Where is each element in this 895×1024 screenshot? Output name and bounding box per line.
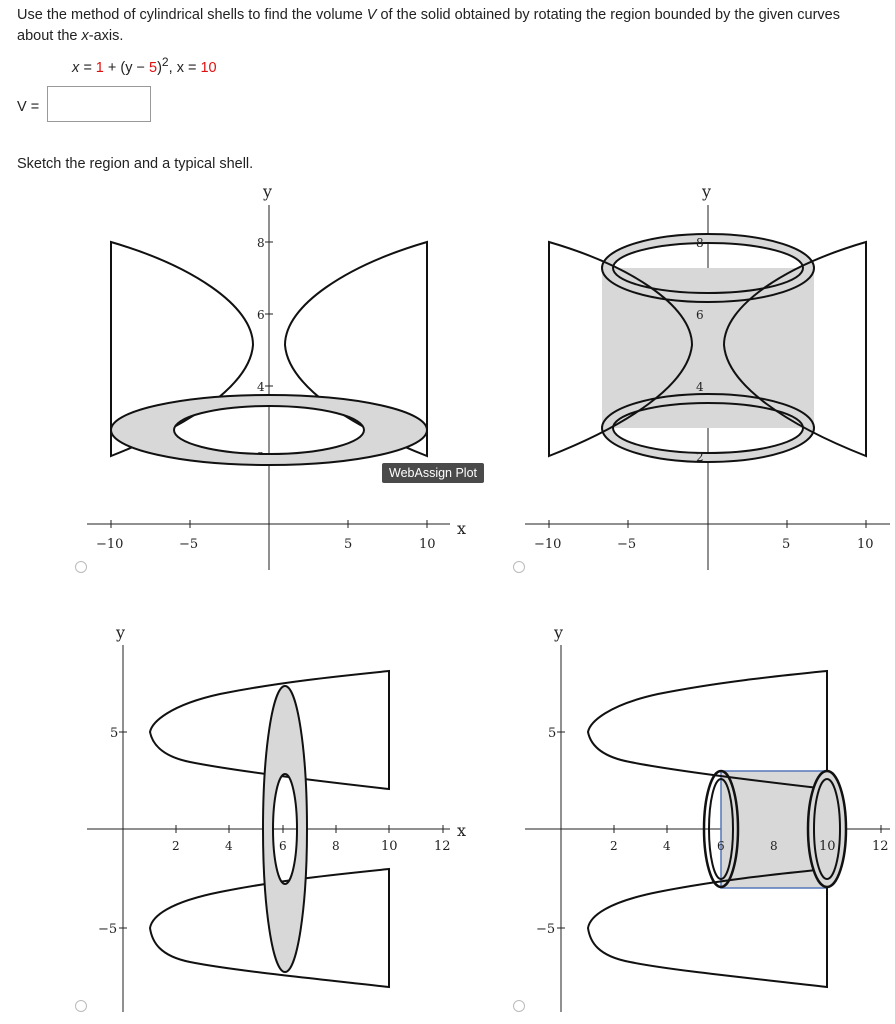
- plot-1: [87, 182, 466, 570]
- eq-exponent: 2: [161, 55, 169, 69]
- webassign-plot-badge[interactable]: WebAssign Plot: [382, 463, 484, 483]
- plot-4-xtick-5: 10: [819, 839, 836, 854]
- eq-red-1: 1: [95, 59, 104, 76]
- plot-4-xtick-4: 8: [770, 839, 778, 853]
- plot-2-ylabel: y: [702, 182, 712, 201]
- plot-2-xtick-3: 5: [782, 537, 791, 552]
- plot-2: [525, 182, 890, 570]
- eq-part-2: + (y −: [103, 59, 149, 76]
- plot-3-xtick-4: 8: [332, 839, 340, 853]
- plot-1-ytick-1: 8: [257, 236, 265, 250]
- plot-4-xtick-2: 4: [663, 839, 671, 853]
- plot-3-xtick-2: 4: [225, 839, 233, 853]
- plot-3-ytick-1: 5: [110, 726, 119, 741]
- plot-1-ytick-2: 6: [257, 308, 265, 322]
- plot-2-xtick-2: −5: [617, 537, 637, 552]
- answer-label: V =: [17, 99, 40, 115]
- plot-3-xlabel: x: [457, 821, 467, 840]
- eq-red-2: 5: [149, 59, 158, 76]
- plot-3-xtick-6: 12: [434, 839, 451, 854]
- plot-2-xtick-4: 10: [857, 537, 874, 552]
- question-prefix: Use the method of cylindrical shells to find the volume: [17, 7, 367, 23]
- plot-3-ytick-2: −5: [98, 922, 118, 937]
- plot-2-ytick-1: 8: [696, 236, 704, 250]
- plot-3-xtick-3: 6: [279, 839, 287, 853]
- plot-1-ytick-3: 4: [257, 380, 265, 394]
- eq-part-3: ): [157, 59, 162, 76]
- plot-4-xtick-1: 2: [610, 839, 618, 853]
- eq-part-4: , x =: [168, 59, 201, 76]
- plot-2-ytick-3: 4: [696, 380, 704, 394]
- plot-3-xtick-5: 10: [381, 839, 398, 854]
- eq-part-1: x =: [72, 59, 96, 76]
- sketch-prompt: Sketch the region and a typical shell.: [17, 156, 254, 172]
- plot-2-ytick-4: 2: [696, 450, 704, 464]
- plot-1-xtick-4: 10: [419, 537, 436, 552]
- eq-red-3: 10: [200, 59, 217, 76]
- plot-3-xtick-1: 2: [172, 839, 180, 853]
- plot-4-ylabel: y: [554, 623, 564, 642]
- plot-4-xtick-3: 6: [717, 839, 725, 853]
- plot-4: [525, 623, 890, 1012]
- plot-3-ylabel: y: [116, 623, 126, 642]
- option-4-radio[interactable]: [513, 1000, 525, 1012]
- axis-var: x: [81, 28, 89, 44]
- plot-1-xtick-2: −5: [179, 537, 199, 552]
- question-middle: of the solid obtained by rotating the region bounded by the given curves about the: [17, 7, 840, 44]
- plot-4-ytick-2: −5: [536, 922, 556, 937]
- option-2-radio[interactable]: [513, 561, 525, 573]
- plot-1-xtick-3: 5: [344, 537, 353, 552]
- plot-4-xtick-6: 12: [872, 839, 889, 854]
- option-3-radio[interactable]: [75, 1000, 87, 1012]
- plot-1-ylabel: y: [263, 182, 273, 201]
- plot-3: [87, 623, 466, 1012]
- option-1-radio[interactable]: [75, 561, 87, 573]
- volume-var: V: [366, 7, 377, 23]
- question-suffix: -axis.: [88, 28, 124, 44]
- plot-2-xtick-1: −10: [534, 537, 562, 552]
- plot-4-ytick-1: 5: [548, 726, 557, 741]
- plot-1-xtick-1: −10: [96, 537, 124, 552]
- plot-2-ytick-2: 6: [696, 308, 704, 322]
- plot-1-xlabel: x: [457, 519, 467, 538]
